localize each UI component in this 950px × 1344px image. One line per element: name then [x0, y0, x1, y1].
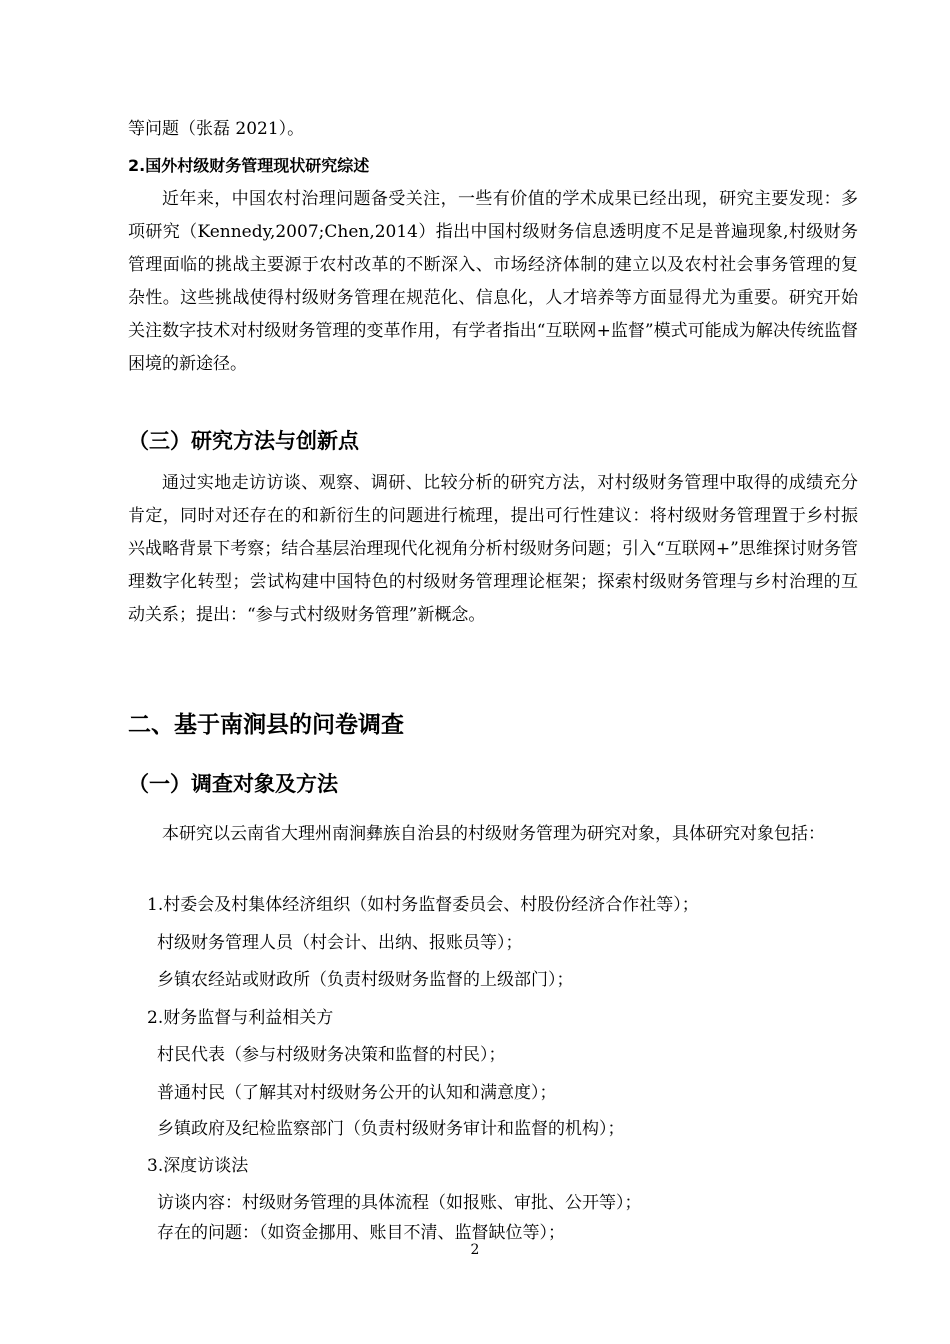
list-item-2c: 乡镇政府及纪检监察部门（负责村级财务审计和监督的机构）； [157, 1119, 625, 1139]
list-item-1: 1.村委会及村集体经济组织（如村务监督委员会、村股份经济合作社等）； [147, 895, 699, 915]
paragraph-foreign-research: 近年来，中国农村治理问题备受关注，一些有价值的学术成果已经出现，研究主要发现：多项研究（Kennedy,2007;Chen,2014）指出中国村级财务信息透明度不足是普遍现象,村级财务管理面临的挑战主要源于农村改革的不断深入、市场经济体制的建立以及农村社会事务管理的复杂性。这些挑战使得村级财务管理在规范化、信息化，人才培养等方面显得尤为重要。研究开始关注数字技术对村级财务管理的变革作用，有学者指出“互联网+监督”模式可能成为解决传统监督困境的新途径。 [128, 189, 858, 374]
section-heading-foreign-research: 2.国外村级财务管理现状研究综述 [128, 156, 370, 175]
section-heading-subjects: （一）调查对象及方法 [128, 772, 338, 796]
list-item-2b: 普通村民（了解其对村级财务公开的认知和满意度）； [157, 1083, 557, 1103]
list-item-1a: 村级财务管理人员（村会计、出纳、报账员等）； [157, 933, 523, 953]
paragraph-subjects: 本研究以云南省大理州南涧彝族自治县的村级财务管理为研究对象，具体研究对象包括： [162, 824, 825, 844]
paragraph-continuation: 等问题（张磊 2021）。 [128, 119, 305, 139]
chapter-heading-survey: 二、基于南涧县的问卷调查 [128, 712, 404, 738]
section-heading-methods: （三）研究方法与创新点 [128, 429, 359, 453]
list-item-1b: 乡镇农经站或财政所（负责村级财务监督的上级部门）； [157, 970, 574, 990]
list-item-3b: 存在的问题：（如资金挪用、账目不清、监督缺位等）； [157, 1223, 565, 1243]
list-item-2a: 村民代表（参与村级财务决策和监督的村民）； [157, 1045, 506, 1065]
list-item-3: 3.深度访谈法 [147, 1156, 249, 1176]
paragraph-methods: 通过实地走访访谈、观察、调研、比较分析的研究方法，对村级财务管理中取得的成绩充分肯定，同时对还存在的和新衍生的问题进行梳理，提出可行性建议：将村级财务管理置于乡村振兴战略背景下考察；结合基层治理现代化视角分析村级财务问题；引入“互联网+”思维探讨财务管理数字化转型；尝试构建中国特色的村级财务管理理论框架；探索村级财务管理与乡村治理的互动关系；提出：“参与式村级财务管理”新概念。 [128, 473, 858, 625]
page-number: 2 [470, 1242, 480, 1258]
list-item-3a: 访谈内容：村级财务管理的具体流程（如报账、审批、公开等）； [157, 1193, 642, 1213]
list-item-2: 2.财务监督与利益相关方 [147, 1008, 334, 1028]
